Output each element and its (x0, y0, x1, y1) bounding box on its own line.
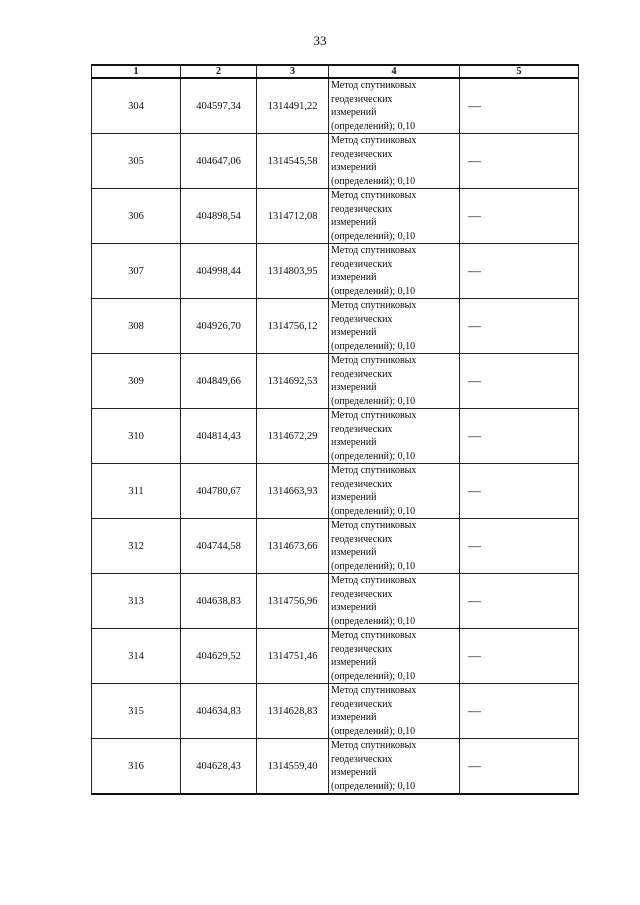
method-cell: Метод спутниковых геодезических измерений (определений); 0,10 (329, 78, 460, 134)
note-cell: — (460, 354, 579, 409)
method-cell: Метод спутниковых геодезических измерений (определений); 0,10 (329, 629, 460, 684)
point-number-cell: 314 (92, 629, 181, 684)
note-cell: — (460, 574, 579, 629)
point-number-cell: 308 (92, 299, 181, 354)
y-coordinate-cell: 1314628,83 (257, 684, 329, 739)
y-coordinate-cell: 1314803,95 (257, 244, 329, 299)
x-coordinate-cell: 404638,83 (181, 574, 257, 629)
column-header: 1 (92, 65, 181, 78)
note-cell: — (460, 684, 579, 739)
y-coordinate-cell: 1314751,46 (257, 629, 329, 684)
table-row (92, 299, 579, 354)
table-row (92, 574, 579, 629)
method-cell: Метод спутниковых геодезических измерений (определений); 0,10 (329, 189, 460, 244)
method-cell: Метод спутниковых геодезических измерений (определений); 0,10 (329, 519, 460, 574)
y-coordinate-cell: 1314672,29 (257, 409, 329, 464)
note-cell: — (460, 519, 579, 574)
x-coordinate-cell: 404814,43 (181, 409, 257, 464)
x-coordinate-cell: 404628,43 (181, 739, 257, 795)
table-row (92, 134, 579, 189)
note-cell: — (460, 739, 579, 795)
note-cell: — (460, 409, 579, 464)
y-coordinate-cell: 1314712,08 (257, 189, 329, 244)
y-coordinate-cell: 1314756,96 (257, 574, 329, 629)
y-coordinate-cell: 1314663,93 (257, 464, 329, 519)
method-cell: Метод спутниковых геодезических измерений (определений); 0,10 (329, 244, 460, 299)
point-number-cell: 313 (92, 574, 181, 629)
method-cell: Метод спутниковых геодезических измерений (определений); 0,10 (329, 299, 460, 354)
column-header: 5 (460, 65, 579, 78)
x-coordinate-cell: 404629,52 (181, 629, 257, 684)
x-coordinate-cell: 404898,54 (181, 189, 257, 244)
note-cell: — (460, 244, 579, 299)
page-number: 33 (313, 33, 327, 48)
y-coordinate-cell: 1314756,12 (257, 299, 329, 354)
y-coordinate-cell: 1314673,66 (257, 519, 329, 574)
point-number-cell: 304 (92, 78, 181, 134)
method-cell: Метод спутниковых геодезических измерений (определений); 0,10 (329, 409, 460, 464)
table-row (92, 244, 579, 299)
table-row (92, 464, 579, 519)
table-row (92, 409, 579, 464)
table-row (92, 519, 579, 574)
column-header: 2 (181, 65, 257, 78)
y-coordinate-cell: 1314692,53 (257, 354, 329, 409)
x-coordinate-cell: 404926,70 (181, 299, 257, 354)
table-row (92, 629, 579, 684)
y-coordinate-cell: 1314545,58 (257, 134, 329, 189)
table-row (92, 684, 579, 739)
point-number-cell: 309 (92, 354, 181, 409)
note-cell: — (460, 189, 579, 244)
point-number-cell: 312 (92, 519, 181, 574)
point-number-cell: 311 (92, 464, 181, 519)
table-header-row (92, 65, 579, 78)
coordinates-table (91, 64, 579, 795)
column-header: 4 (329, 65, 460, 78)
note-cell: — (460, 134, 579, 189)
method-cell: Метод спутниковых геодезических измерений (определений); 0,10 (329, 739, 460, 795)
x-coordinate-cell: 404744,58 (181, 519, 257, 574)
y-coordinate-cell: 1314491,22 (257, 78, 329, 134)
point-number-cell: 315 (92, 684, 181, 739)
x-coordinate-cell: 404647,06 (181, 134, 257, 189)
point-number-cell: 316 (92, 739, 181, 795)
table-row (92, 354, 579, 409)
method-cell: Метод спутниковых геодезических измерений (определений); 0,10 (329, 464, 460, 519)
table-row (92, 739, 579, 795)
x-coordinate-cell: 404597,34 (181, 78, 257, 134)
x-coordinate-cell: 404849,66 (181, 354, 257, 409)
method-cell: Метод спутниковых геодезических измерений (определений); 0,10 (329, 134, 460, 189)
method-cell: Метод спутниковых геодезических измерений (определений); 0,10 (329, 574, 460, 629)
note-cell: — (460, 78, 579, 134)
table-row (92, 189, 579, 244)
x-coordinate-cell: 404634,83 (181, 684, 257, 739)
point-number-cell: 310 (92, 409, 181, 464)
note-cell: — (460, 629, 579, 684)
note-cell: — (460, 464, 579, 519)
point-number-cell: 307 (92, 244, 181, 299)
method-cell: Метод спутниковых геодезических измерений (определений); 0,10 (329, 354, 460, 409)
point-number-cell: 305 (92, 134, 181, 189)
x-coordinate-cell: 404780,67 (181, 464, 257, 519)
note-cell: — (460, 299, 579, 354)
x-coordinate-cell: 404998,44 (181, 244, 257, 299)
y-coordinate-cell: 1314559,40 (257, 739, 329, 795)
method-cell: Метод спутниковых геодезических измерений (определений); 0,10 (329, 684, 460, 739)
column-header: 3 (257, 65, 329, 78)
point-number-cell: 306 (92, 189, 181, 244)
table-row (92, 78, 579, 134)
